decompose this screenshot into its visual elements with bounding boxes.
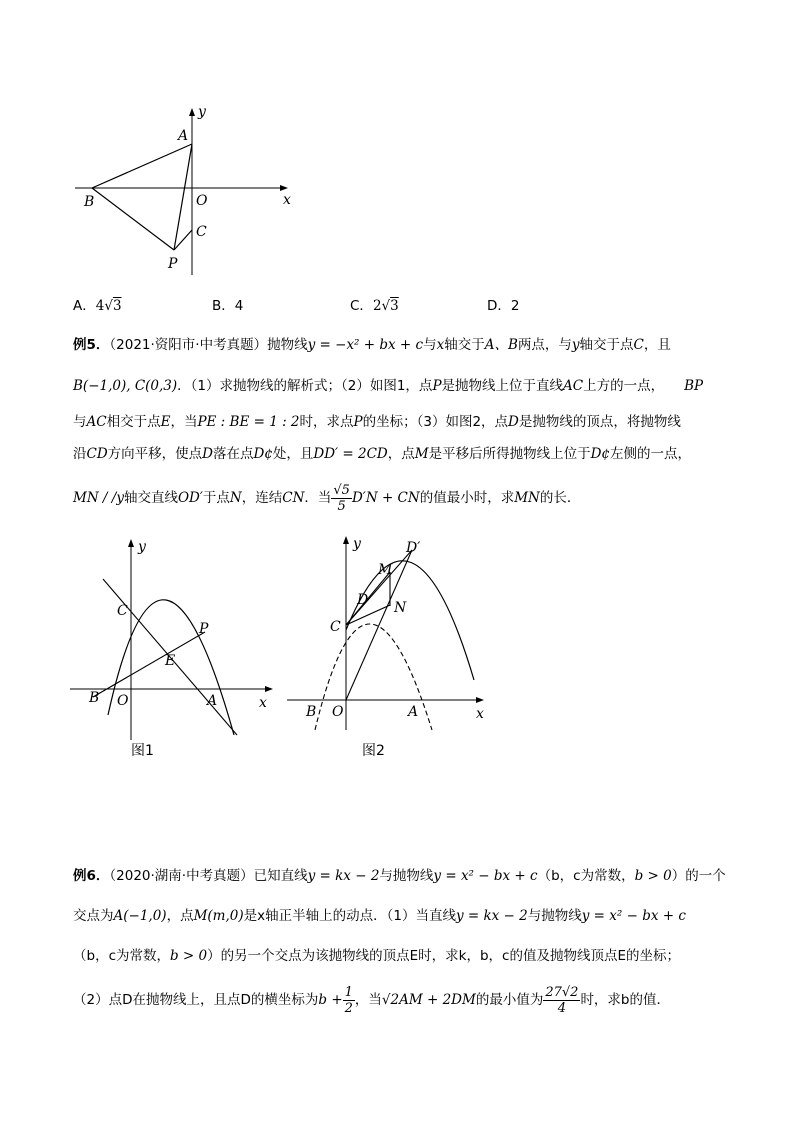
ex5-line-5: MN / /y轴交直线OD′于点N，连结CN．当 $\frac{√5}{5}$ D′N + CN的值最小时，求MN的长．	[73, 482, 581, 514]
option-c-value: 2	[372, 298, 382, 314]
ex5-ratio: PE : BE = 1 : 2	[197, 414, 300, 430]
label-x: x	[283, 192, 291, 208]
segment-BA	[92, 144, 192, 188]
label-C: C	[196, 224, 207, 240]
svg-text:B: B	[306, 704, 317, 720]
svg-text:O: O	[117, 693, 129, 709]
label-O: O	[196, 193, 208, 209]
option-c: C．2√3	[350, 298, 399, 314]
option-a: A．4√3	[73, 298, 122, 314]
svg-text:B: B	[89, 690, 100, 706]
ex5-min-expr: D′N + CN	[351, 490, 420, 506]
segment-BP	[92, 188, 174, 250]
ex5-line-3: 与AC相交于点E，当PE : BE = 1 : 2时，求点P的坐标；（3）如图2，点D是抛物线的顶点，将抛物线	[73, 414, 681, 430]
fig1-line-BP	[93, 632, 205, 697]
ex5-translation-eq: DD′ = 2CD	[313, 446, 388, 462]
ex5-points: B(−1,0), C(0,3)	[73, 378, 178, 394]
svg-text:P: P	[199, 621, 209, 637]
option-c-prefix: C．	[350, 298, 373, 314]
label-B: B	[84, 194, 95, 210]
ex5-fraction: $\frac{√5}{5}$	[333, 482, 350, 514]
ex6-line-1: 例6．（2020·湖南·中考真题）已知直线y = kx − 2与抛物线y = x² − bx + c（b，c为常数，b > 0）的一个	[73, 868, 726, 884]
ex6-min-expr: √2AM + 2DM	[381, 992, 476, 1008]
svg-text:E: E	[165, 653, 176, 669]
svg-text:A: A	[207, 693, 218, 709]
option-b: B．4	[212, 298, 244, 314]
ex6-line-eq: y = kx − 2	[307, 868, 380, 884]
svg-text:N: N	[394, 600, 407, 616]
option-a-radicand: 3	[112, 298, 122, 314]
ex5-source: （2021·资阳市·中考真题）	[109, 337, 268, 353]
ex5-line-1: 例5．（2021·资阳市·中考真题）抛物线y = −x² + bx + c与x轴交于A、B两点，与y轴交于点C，且	[73, 337, 671, 353]
figure-top	[70, 100, 310, 280]
fig2-translated-parabola	[346, 561, 474, 680]
svg-text:A: A	[408, 704, 419, 720]
ex5-line-4: 沿CD方向平移，使点D落在点D¢处，且DD′ = 2CD，点M是平移后所得抛物线上位于D¢左侧的一点，	[73, 446, 692, 462]
svg-text:C: C	[330, 619, 341, 635]
option-a-value: 4	[95, 298, 105, 314]
ex6-source: （2020·湖南·中考真题）	[109, 868, 254, 884]
fig2-caption: 图2	[362, 743, 385, 759]
ex6-tag: 例6．	[73, 868, 110, 884]
ex5-tag: 例5．	[73, 337, 110, 353]
svg-text:C: C	[117, 603, 128, 619]
figure-2	[282, 530, 492, 735]
ex6-line-2: 交点为A(−1,0)，点M(m,0)是x轴正半轴上的动点．（1）当直线y = kx − 2与抛物线y = x² − bx + c	[73, 908, 686, 924]
svg-text:D: D	[357, 592, 369, 608]
fig1-caption: 图1	[131, 743, 154, 759]
ex6-line-4: （2）点D在抛物线上，且点D的横坐标为b + $\frac{1}{2}$ ，当√2AM + 2DM的最小值为 $\frac{27√2}{4}$ 时，求b的值．	[73, 984, 671, 1016]
label-y: y	[198, 104, 206, 120]
segment-AP	[174, 144, 192, 250]
ex5-parabola-eq: y = −x² + bx + c	[307, 337, 424, 353]
label-P: P	[168, 256, 178, 272]
ex6-line-3: （b，c为常数，b > 0）的另一个交点为该抛物线的顶点E时，求k，b，c的值及抛物线顶点E的坐标；	[73, 948, 680, 964]
svg-text:y: y	[353, 536, 361, 552]
option-d: D．2	[487, 298, 520, 314]
ex6-parabola-eq: y = x² − bx + c	[433, 868, 538, 884]
figure-1	[65, 535, 285, 745]
svg-text:D′: D′	[406, 540, 421, 556]
ex5-line-2: B(−1,0), C(0,3)．（1）求抛物线的解析式；（2）如图1，点P是抛物线上位于直线AC上方的一点， BP	[73, 378, 704, 394]
ex6-fraction-min: $\frac{27√2}{4}$	[545, 984, 579, 1016]
label-A: A	[178, 128, 189, 144]
option-a-prefix: A．	[73, 298, 96, 314]
svg-text:O: O	[332, 704, 344, 720]
ex6-fraction-half: $\frac{1}{2}$	[344, 984, 353, 1016]
svg-text:y: y	[138, 539, 146, 555]
svg-text:x: x	[259, 695, 267, 711]
option-c-radicand: 3	[390, 298, 399, 314]
svg-text:x: x	[476, 706, 484, 722]
svg-text:M: M	[378, 562, 393, 578]
x-axis-arrow	[280, 185, 288, 191]
y-axis-arrow	[189, 108, 195, 116]
